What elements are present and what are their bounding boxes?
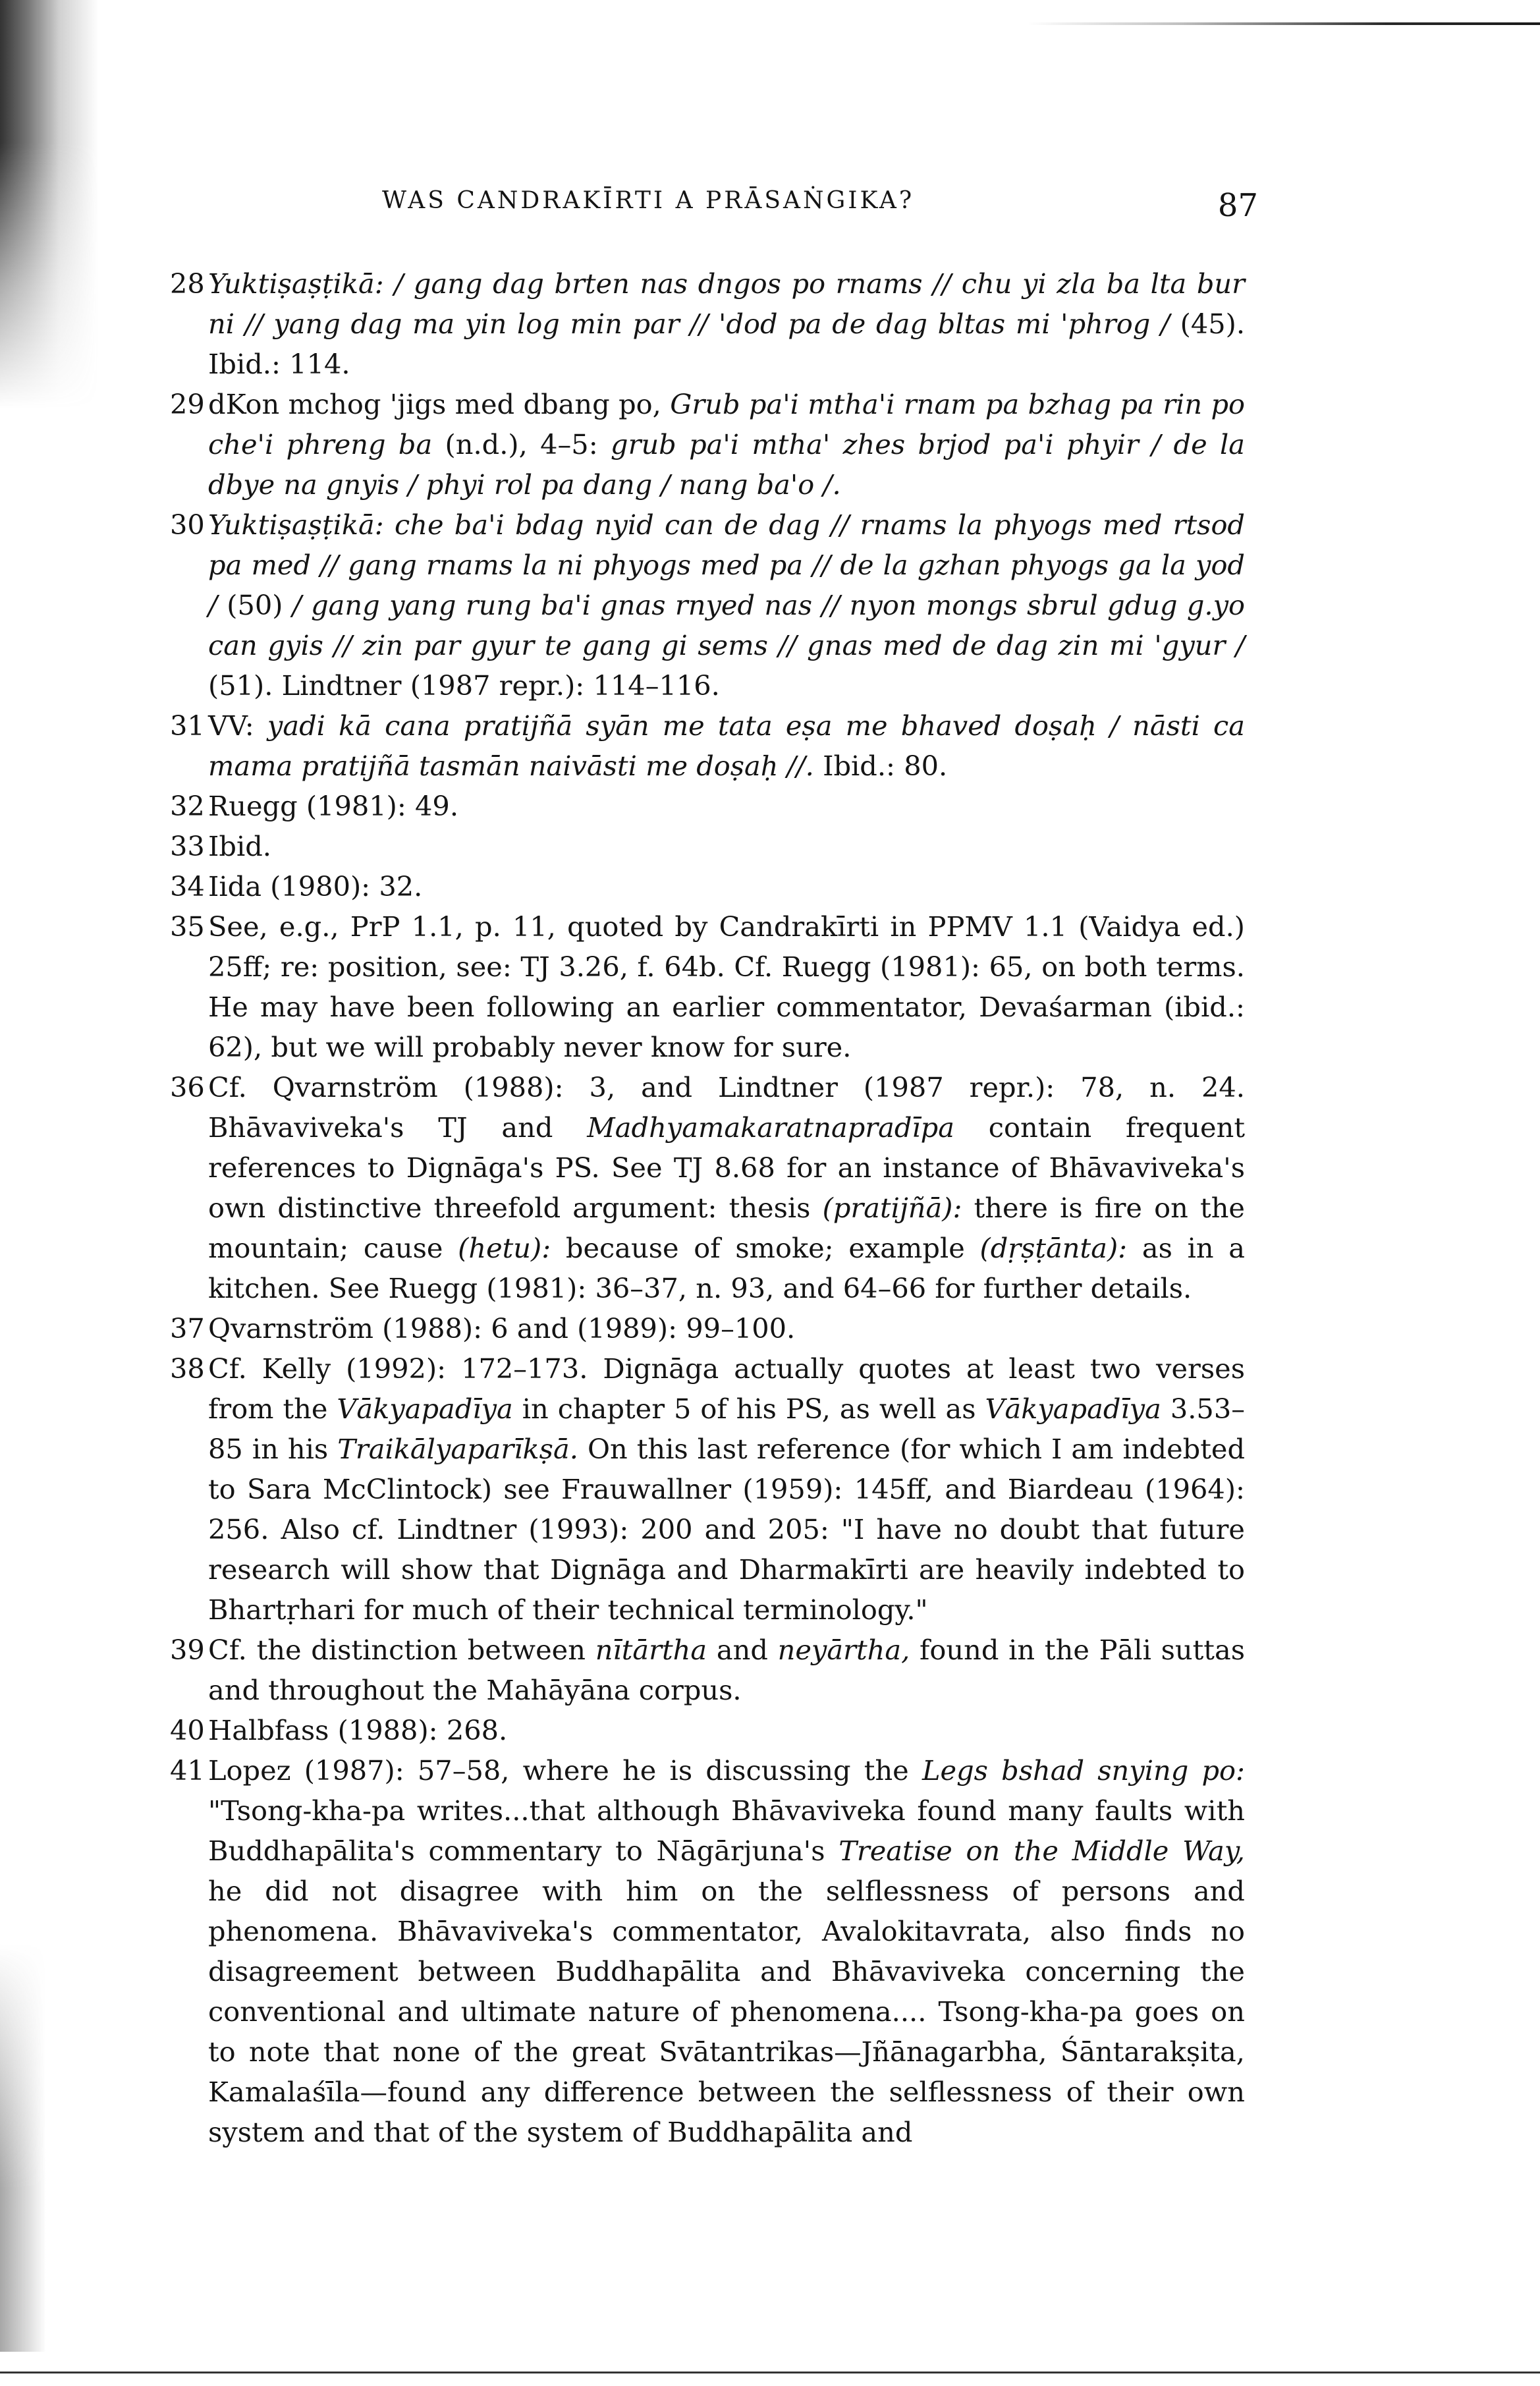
endnote [170, 1750, 1245, 2152]
endnote-text-segment: Ibid. [208, 830, 271, 862]
endnote-text-segment: contain frequent references to Dignāga's PS. See TJ 8.68 for an instance of Bhāvaviveka's own distinctive threefold argument: thesis [208, 1111, 1245, 1224]
endnote [170, 1308, 1245, 1348]
endnote [170, 1630, 1245, 1710]
endnote-text-segment: Iida (1980): 32. [208, 870, 423, 902]
endnote-text [208, 786, 1245, 826]
endnote-text-segment: 3.53–85 in his [208, 1393, 1245, 1465]
endnote-number: 30 [170, 509, 205, 541]
endnote-italic-segment: Yuktiṣaṣṭikā: / gang dag brten nas dngos po rnams // chu yi zla ba lta bur ni // yang dag ma yin log min par // 'dod pa de dag bltas mi 'phrog / [208, 267, 1245, 340]
endnote-text [208, 1348, 1245, 1630]
endnote-italic-segment: grub pa'i mtha' zhes brjod pa'i phyir / de la dbye na gnyis / phyi rol pa dang / nang ba'o /. [208, 428, 1245, 501]
endnote [170, 1348, 1245, 1630]
endnote-italic-segment: Vākyapadīya [985, 1393, 1161, 1425]
endnote-text-segment: Qvarnström (1988): 6 and (1989): 99–100. [208, 1312, 796, 1345]
endnote-number: 35 [170, 910, 205, 943]
endnote [170, 866, 1245, 906]
endnote-text-segment: VV: [208, 709, 267, 742]
endnote-italic-segment: Vākyapadīya [337, 1393, 513, 1425]
endnote-italic-segment: yadi kā cana pratijñā syān me tata eṣa me bhaved doṣaḥ / nāsti ca mama pratijñā tasmān naivāsti me doṣaḥ //. [208, 709, 1245, 782]
endnote-text [208, 1710, 1245, 1750]
endnote-number: 29 [170, 388, 205, 420]
endnote-number: 34 [170, 870, 205, 902]
endnote-text-segment: (50) [217, 589, 292, 621]
endnotes-list [170, 264, 1245, 2358]
endnote-italic-segment: / gang yang rung ba'i gnas rnyed nas // nyon mongs sbrul gdug g.yo can gyis // zin par gyur te gang gi sems // gnas med de dag zin mi 'gyur / [208, 589, 1246, 661]
scan-edge-line-bottom [0, 2372, 1540, 2373]
endnote-text [208, 906, 1245, 1067]
endnote-text [208, 866, 1245, 906]
running-title: WAS CANDRAKĪRTI A PRĀSAṄGIKA? [382, 187, 915, 214]
endnote [170, 505, 1245, 706]
scan-edge-line-top [1028, 22, 1540, 25]
endnote-italic-segment: (hetu): [458, 1232, 551, 1264]
endnote-number: 39 [170, 1634, 205, 1666]
endnote-italic-segment: (pratijñā): [822, 1192, 962, 1224]
endnote-text [208, 1630, 1245, 1710]
endnote-italic-segment: nītārtha [595, 1634, 707, 1666]
endnote-text-segment: (n.d.), 4–5: [432, 428, 611, 460]
endnote-text [208, 1067, 1245, 1308]
endnote-text-segment: Cf. Kelly (1992): 172–173. Dignāga actually quotes at least two verses from the [208, 1352, 1245, 1425]
endnote-text-segment: found in the Pāli suttas and throughout the Mahāyāna corpus. [208, 1634, 1246, 1706]
endnote-text-segment: and [707, 1634, 778, 1666]
endnote-text-segment: Lopez (1987): 57–58, where he is discussing the [208, 1754, 922, 1787]
endnote-text-segment: there is fire on the mountain; cause [208, 1192, 1245, 1264]
endnote-number: 32 [170, 790, 205, 822]
endnote-text-segment: as in a kitchen. See Ruegg (1981): 36–37, n. 93, and 64–66 for further details. [208, 1232, 1245, 1304]
endnote [170, 264, 1245, 384]
endnote-text-segment: Ruegg (1981): 49. [208, 790, 459, 822]
endnote-text-segment: See, e.g., PrP 1.1, p. 11, quoted by Candrakīrti in PPMV 1.1 (Vaidya ed.) 25ff; re: position, see: TJ 3.26, f. 64b. Cf. Ruegg (1981): 65, on both terms. He may have been following an earlier commentator, Devaśarman (ibid.: 62), but we will probably never know for sure. [208, 910, 1245, 1063]
endnote-text-segment: Halbfass (1988): 268. [208, 1714, 508, 1746]
endnote [170, 786, 1245, 826]
endnote [170, 384, 1245, 505]
endnote-number: 37 [170, 1312, 205, 1345]
endnote-text [208, 1308, 1245, 1348]
scan-shadow-left [0, 0, 99, 408]
endnote-italic-segment: Grub pa'i mtha'i rnam pa bzhag pa rin po che'i phreng ba [208, 388, 1245, 460]
endnote [170, 1710, 1245, 1750]
endnote-number: 36 [170, 1071, 205, 1103]
endnote-italic-segment: Madhyamakaratnapradīpa [587, 1111, 954, 1144]
endnote-text-segment: Cf. the distinction between [208, 1634, 595, 1666]
endnote-number: 38 [170, 1352, 205, 1385]
endnote-number: 28 [170, 267, 205, 300]
endnote-text [208, 826, 1245, 866]
endnote-text-segment: because of smoke; example [551, 1232, 980, 1264]
endnote-text-segment: (51). Lindtner (1987 repr.): 114–116. [208, 669, 720, 702]
endnote [170, 1067, 1245, 1308]
endnote-text [208, 1750, 1245, 2152]
endnote-text [208, 264, 1245, 384]
endnote [170, 826, 1245, 866]
endnote-text-segment: (45). Ibid.: 114. [208, 308, 1246, 380]
endnote-text-segment: he did not disagree with him on the selflessness of persons and phenomena. Bhāvaviveka's commentator, Avalokitavrata, also finds no disagreement between Buddhapālita and Bhāvaviveka concerning the conventional and ultimate nature of phenomena.... Tsong-kha-pa goes on to note that none of the great Svātantrikas—Jñānagarbha, Śāntarakṣita, Kamalaśīla—found any difference between the selflessness of their own system and that of the system of Buddhapālita and [208, 1875, 1245, 2148]
endnote-text-segment: dKon mchog 'jigs med dbang po, [208, 388, 671, 420]
endnote-italic-segment: Traikālyaparīkṣā. [337, 1433, 578, 1465]
endnote-number: 31 [170, 709, 205, 742]
endnote [170, 706, 1245, 786]
running-head [283, 180, 1258, 233]
endnote-italic-segment: (dṛṣṭānta): [979, 1232, 1128, 1264]
endnote-number: 41 [170, 1754, 205, 1787]
endnote-text-segment: On this last reference (for which I am indebted to Sara McClintock) see Frauwallner (1959): 145ff, and Biardeau (1964): 256. Also cf. Lindtner (1993): 200 and 205: "I have no doubt that future research will show that Dignāga and Dharmakīrti are heavily indebted to Bhartṛhari for much of their technical terminology." [208, 1433, 1246, 1626]
scan-shadow-left-bottom [0, 1943, 46, 2352]
endnote-italic-segment: Legs bshad snying po: [921, 1754, 1245, 1787]
endnote-text-segment: in chapter 5 of his PS, as well as [512, 1393, 985, 1425]
endnote-text [208, 384, 1245, 505]
endnote-number: 33 [170, 830, 205, 862]
endnote-italic-segment: neyārtha, [777, 1634, 910, 1666]
endnote-text [208, 505, 1245, 706]
endnote-text [208, 706, 1245, 786]
endnote-text-segment: Ibid.: 80. [813, 750, 948, 782]
endnote-text-segment: Cf. Qvarnström (1988): 3, and Lindtner (1987 repr.): 78, n. 24. Bhāvaviveka's TJ and [208, 1071, 1245, 1144]
endnote-italic-segment: Treatise on the Middle Way, [839, 1835, 1245, 1867]
endnote-text-segment: "Tsong-kha-pa writes...that although Bhāvaviveka found many faults with Buddhapālita's commentary to Nāgārjuna's [208, 1794, 1245, 1867]
endnote-number: 40 [170, 1714, 205, 1746]
endnote-italic-segment: Yuktiṣaṣṭikā: che ba'i bdag nyid can de dag // rnams la phyogs med rtsod pa med // gang rnams la ni phyogs med pa // de la gzhan phyogs ga la yod / [208, 509, 1245, 621]
endnote [170, 906, 1245, 1067]
page-number: 87 [1217, 187, 1258, 224]
